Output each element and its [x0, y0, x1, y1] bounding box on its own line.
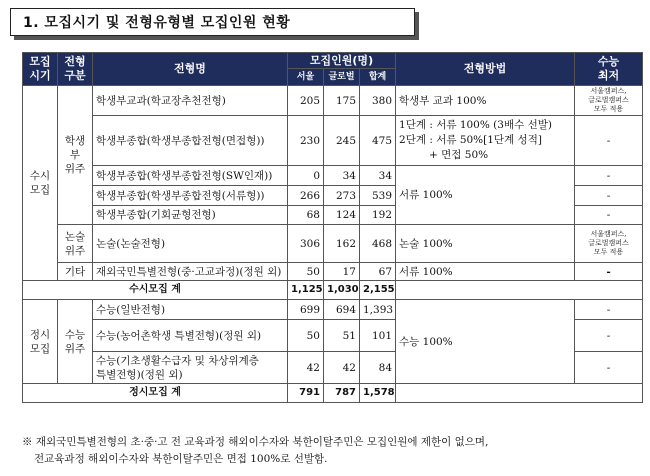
- cell-csat: -: [575, 263, 643, 281]
- table-row: [23, 86, 643, 116]
- cell-global: 273: [324, 186, 360, 206]
- section-title: [10, 8, 415, 36]
- cell-method: 수능 100%: [396, 300, 575, 384]
- row-name: 학생부종합(학생부종합전형(SW인재)): [93, 166, 288, 186]
- cell-csat: -: [575, 300, 643, 320]
- cell-method: 서류 100%: [396, 166, 575, 225]
- cell-sum: 34: [360, 166, 396, 186]
- cell-seoul: 0: [288, 166, 324, 186]
- cell-sum: 539: [360, 186, 396, 206]
- total-global: 787: [324, 384, 360, 403]
- header-name: 전형명: [93, 53, 288, 86]
- period-susi: 수시 모집: [23, 86, 58, 281]
- cell-sum: 468: [360, 225, 396, 263]
- header-period: 모집 시기: [23, 53, 58, 86]
- table-row: [23, 263, 643, 281]
- total-blank: [396, 384, 643, 403]
- quota-table: [22, 52, 643, 403]
- header-method: 전형방법: [396, 53, 575, 86]
- cell-csat: 서울캠퍼스, 글로벌캠퍼스 모두 적용: [575, 225, 643, 263]
- header-sum: 합계: [360, 69, 396, 86]
- footnote: [22, 434, 642, 468]
- cell-seoul: 205: [288, 86, 324, 116]
- cell-csat: -: [575, 206, 643, 225]
- row-name: 학생부종합(학생부종합전형(면접형)): [93, 116, 288, 166]
- total-seoul: 1,125: [288, 281, 324, 300]
- footnote-line: ※ 재외국민특별전형의 초·중·고 전 교육과정 해외이수자와 북한이탈주민은 모집인원에 제한이 없으며,: [22, 436, 489, 448]
- cell-sum: 67: [360, 263, 396, 281]
- cell-global: 51: [324, 320, 360, 352]
- group-gita: 기타: [58, 263, 93, 281]
- cell-csat: -: [575, 352, 643, 384]
- cell-sum: 84: [360, 352, 396, 384]
- cell-seoul: 230: [288, 116, 324, 166]
- cell-csat: -: [575, 186, 643, 206]
- row-name: 학생부종합(학생부종합전형(서류형)): [93, 186, 288, 206]
- total-label: 수시모집 계: [23, 281, 288, 300]
- cell-sum: 192: [360, 206, 396, 225]
- cell-seoul: 699: [288, 300, 324, 320]
- footnote-line: 전교육과정 해외이수자와 북한이탈주민은 면접 100%로 선발함.: [34, 453, 328, 465]
- cell-global: 124: [324, 206, 360, 225]
- table-row: [23, 225, 643, 263]
- cell-global: 42: [324, 352, 360, 384]
- row-name: 수능(기초생활수급자 및 차상위계층 특별전형)(정원 외): [93, 352, 288, 384]
- header-quota: 모집인원(명): [288, 53, 396, 69]
- total-row-susi: [23, 281, 643, 300]
- table-row: [23, 300, 643, 320]
- cell-seoul: 266: [288, 186, 324, 206]
- cell-csat: -: [575, 116, 643, 166]
- cell-global: 17: [324, 263, 360, 281]
- header-group: 전형 구분: [58, 53, 93, 86]
- total-blank: [396, 281, 643, 300]
- row-name: 수능(일반전형): [93, 300, 288, 320]
- table-row: [23, 166, 643, 186]
- table-row: [23, 116, 643, 166]
- total-row-jeongsi: [23, 384, 643, 403]
- cell-seoul: 68: [288, 206, 324, 225]
- cell-global: 245: [324, 116, 360, 166]
- cell-global: 162: [324, 225, 360, 263]
- cell-seoul: 306: [288, 225, 324, 263]
- row-name: 학생부교과(학교장추천전형): [93, 86, 288, 116]
- cell-method: 학생부 교과 100%: [396, 86, 575, 116]
- cell-global: 694: [324, 300, 360, 320]
- total-global: 1,030: [324, 281, 360, 300]
- cell-global: 175: [324, 86, 360, 116]
- header-global: 글로벌: [324, 69, 360, 86]
- cell-csat: 서울캠퍼스, 글로벌캠퍼스 모두 적용: [575, 86, 643, 116]
- total-sum: 1,578: [360, 384, 396, 403]
- section-title-text: 1. 모집시기 및 전형유형별 모집인원 현황: [23, 15, 291, 31]
- cell-sum: 380: [360, 86, 396, 116]
- cell-method: 서류 100%: [396, 263, 575, 281]
- row-name: 학생부종합(기회균형전형): [93, 206, 288, 225]
- cell-csat: -: [575, 320, 643, 352]
- cell-seoul: 42: [288, 352, 324, 384]
- period-jeongsi: 정시 모집: [23, 300, 58, 384]
- total-seoul: 791: [288, 384, 324, 403]
- cell-seoul: 50: [288, 320, 324, 352]
- cell-method: 논술 100%: [396, 225, 575, 263]
- cell-global: 34: [324, 166, 360, 186]
- cell-sum: 475: [360, 116, 396, 166]
- cell-method: 1단계 : 서류 100% (3배수 선발) 2단계 : 서류 50%[1단계 성적] + 면접 50%: [396, 116, 575, 166]
- total-sum: 2,155: [360, 281, 396, 300]
- cell-seoul: 50: [288, 263, 324, 281]
- header-csat: 수능 최저: [575, 53, 643, 86]
- row-name: 재외국민특별전형(중·고교과정)(정원 외): [93, 263, 288, 281]
- cell-sum: 101: [360, 320, 396, 352]
- row-name: 수능(농어촌학생 특별전형)(정원 외): [93, 320, 288, 352]
- total-label: 정시모집 계: [23, 384, 288, 403]
- group-suneung: 수능 위주: [58, 300, 93, 384]
- group-hakbu: 학생부 위주: [58, 86, 93, 225]
- cell-csat: -: [575, 166, 643, 186]
- group-nonsul: 논술 위주: [58, 225, 93, 263]
- cell-sum: 1,393: [360, 300, 396, 320]
- row-name: 논술(논술전형): [93, 225, 288, 263]
- header-seoul: 서울: [288, 69, 324, 86]
